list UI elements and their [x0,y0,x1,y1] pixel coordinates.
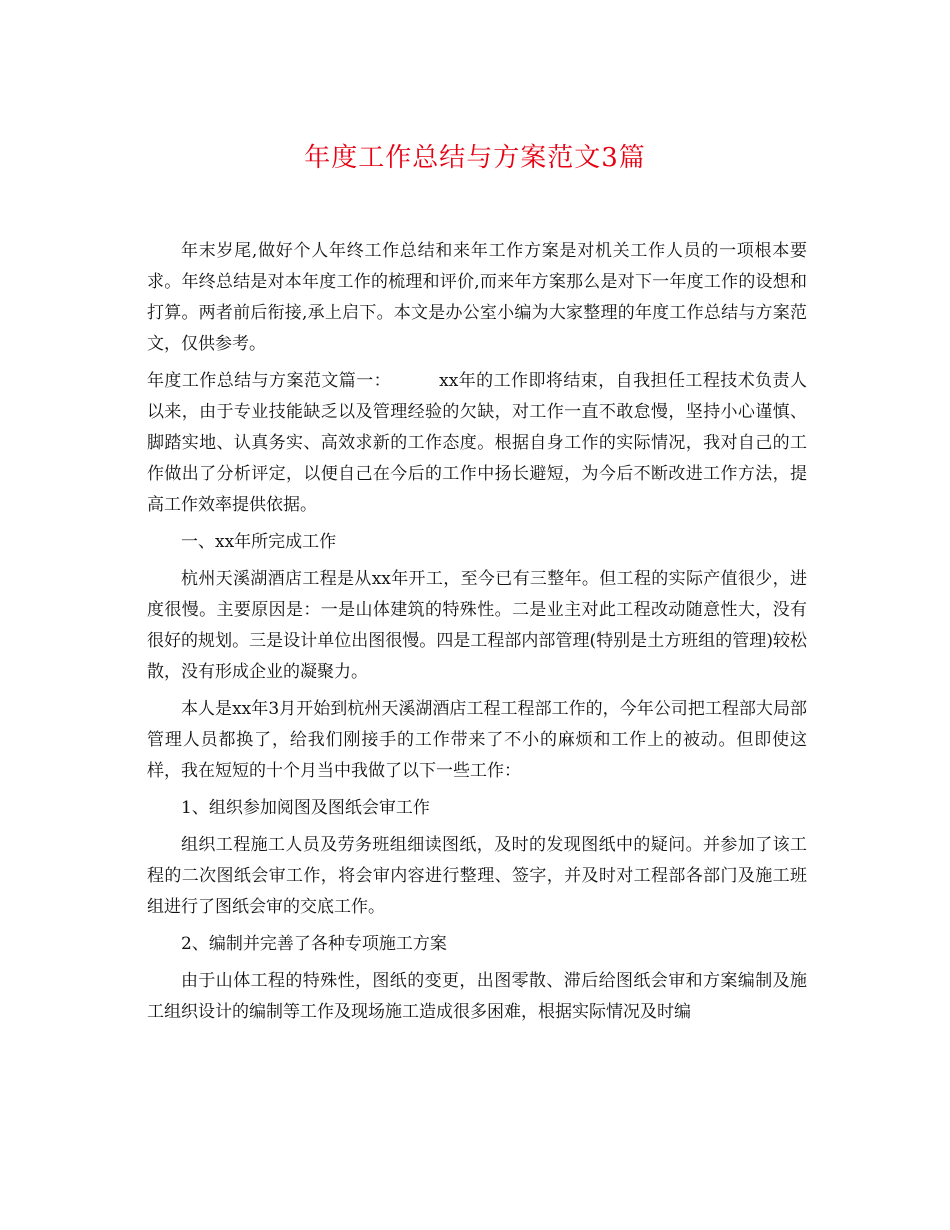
paragraph-drawing-review: 组织工程施工人员及劳务班组细读图纸，及时的发现图纸中的疑问。并参加了该工程的二次图纸会审工作，将会审内容进行整理、签字，并及时对工程部各部门及施工班组进行了图纸会审的交底工作。 [147,835,807,917]
document-body [147,236,807,1034]
subheading-construction-plans: 2、编制并完善了各种专项施工方案 [181,934,447,954]
paragraph-personal-work: 本人是xx年3月开始到杭州天溪湖酒店工程工程部工作的，今年公司把工程部大局部管理人员都换了，给我们刚接手的工作带来了不小的麻烦和工作上的被动。但即使这样，我在短短的十个月当中我做了以下一些工作： [147,699,807,781]
paragraph-project-status: 杭州天溪湖酒店工程是从xx年开工，至今已有三整年。但工程的实际产值很少，进度很慢。主要原因是：一是山体建筑的特殊性。二是业主对此工程改动随意性大，没有很好的规划。三是设计单位出图很慢。四是工程部内部管理(特别是土方班组的管理)较松散，没有形成企业的凝聚力。 [147,569,807,682]
intro-paragraph: 年末岁尾,做好个人年终工作总结和来年工作方案是对机关工作人员的一项根本要求。年终总结是对本年度工作的梳理和评价,而来年方案那么是对下一年度工作的设想和打算。两者前后衔接,承上启下。本文是办公室小编为大家整理的年度工作总结与方案范文，仅供参考。 [147,241,807,354]
document-title: 年度工作总结与方案范文3篇 [304,143,646,173]
subheading-drawing-review: 1、组织参加阅图及图纸会审工作 [181,798,430,818]
section-text: xx年的工作即将结束，自我担任工程技术负责人以来，由于专业技能缺乏以及管理经验的欠缺，对工作一直不敢怠慢，坚持小心谨慎、脚踏实地、认真务实、高效求新的工作态度。根据自身工作的实际情况，我对自己的工作做出了分析评定，以便自己在今后的工作中扬长避短，为今后不断改进工作方法，提高工作效率提供依据。 [147,371,807,515]
section-label: 年度工作总结与方案范文篇一： [147,371,392,391]
section-paragraph [147,366,807,521]
paragraph-construction-plans: 由于山体工程的特殊性，图纸的变更，出图零散、滞后给图纸会审和方案编制及施工组织设计的编制等工作及现场施工造成很多困难，根据实际情况及时编 [147,971,807,1022]
heading-completed-work: 一、xx年所完成工作 [181,532,337,552]
